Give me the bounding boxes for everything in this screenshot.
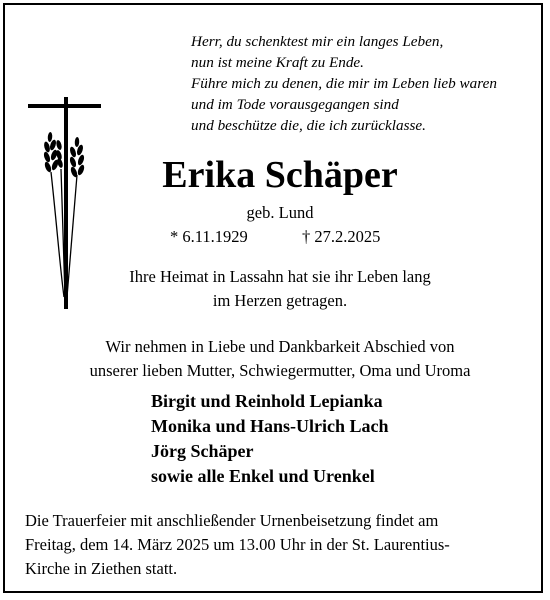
ceremony-line: Freitag, dem 14. März 2025 um 13.00 Uhr in der St. Laurentius- — [25, 535, 450, 554]
poem-line: Herr, du schenktest mir ein langes Leben, — [191, 33, 444, 50]
mourner: Jörg Schäper — [151, 441, 254, 461]
ceremony-text — [25, 509, 540, 581]
maiden-name: geb. Lund — [246, 203, 314, 222]
mourners-list — [151, 389, 481, 489]
birth-date: * 6.11.1929 — [170, 227, 248, 246]
mourner: Monika und Hans-Ulrich Lach — [151, 416, 389, 436]
homeland-text — [95, 265, 465, 313]
farewell-line: Wir nehmen in Liebe und Dankbarkeit Abschied von — [105, 337, 455, 356]
deceased-name: Erika Schäper — [162, 154, 398, 196]
poem-line: Führe mich zu denen, die mir im Leben lieb waren — [191, 75, 497, 92]
mourner: Birgit und Reinhold Lepianka — [151, 391, 383, 411]
homeland-line: Ihre Heimat in Lassahn hat sie ihr Leben lang — [129, 267, 431, 286]
poem-line: und beschütze die, die ich zurücklasse. — [191, 117, 426, 134]
poem — [191, 31, 521, 136]
farewell-text — [25, 335, 535, 383]
farewell-line: unserer lieben Mutter, Schwiegermutter, Oma und Uroma — [89, 361, 471, 380]
ceremony-line: Die Trauerfeier mit anschließender Urnenbeisetzung findet am — [25, 511, 439, 530]
death-date: † 27.2.2025 — [302, 227, 381, 246]
obituary-frame — [3, 3, 543, 593]
poem-line: nun ist meine Kraft zu Ende. — [191, 54, 364, 71]
mourner: sowie alle Enkel und Urenkel — [151, 466, 375, 486]
poem-line: und im Tode vorausgegangen sind — [191, 96, 399, 113]
ceremony-line: Kirche in Ziethen statt. — [25, 559, 178, 578]
homeland-line: im Herzen getragen. — [212, 291, 348, 310]
